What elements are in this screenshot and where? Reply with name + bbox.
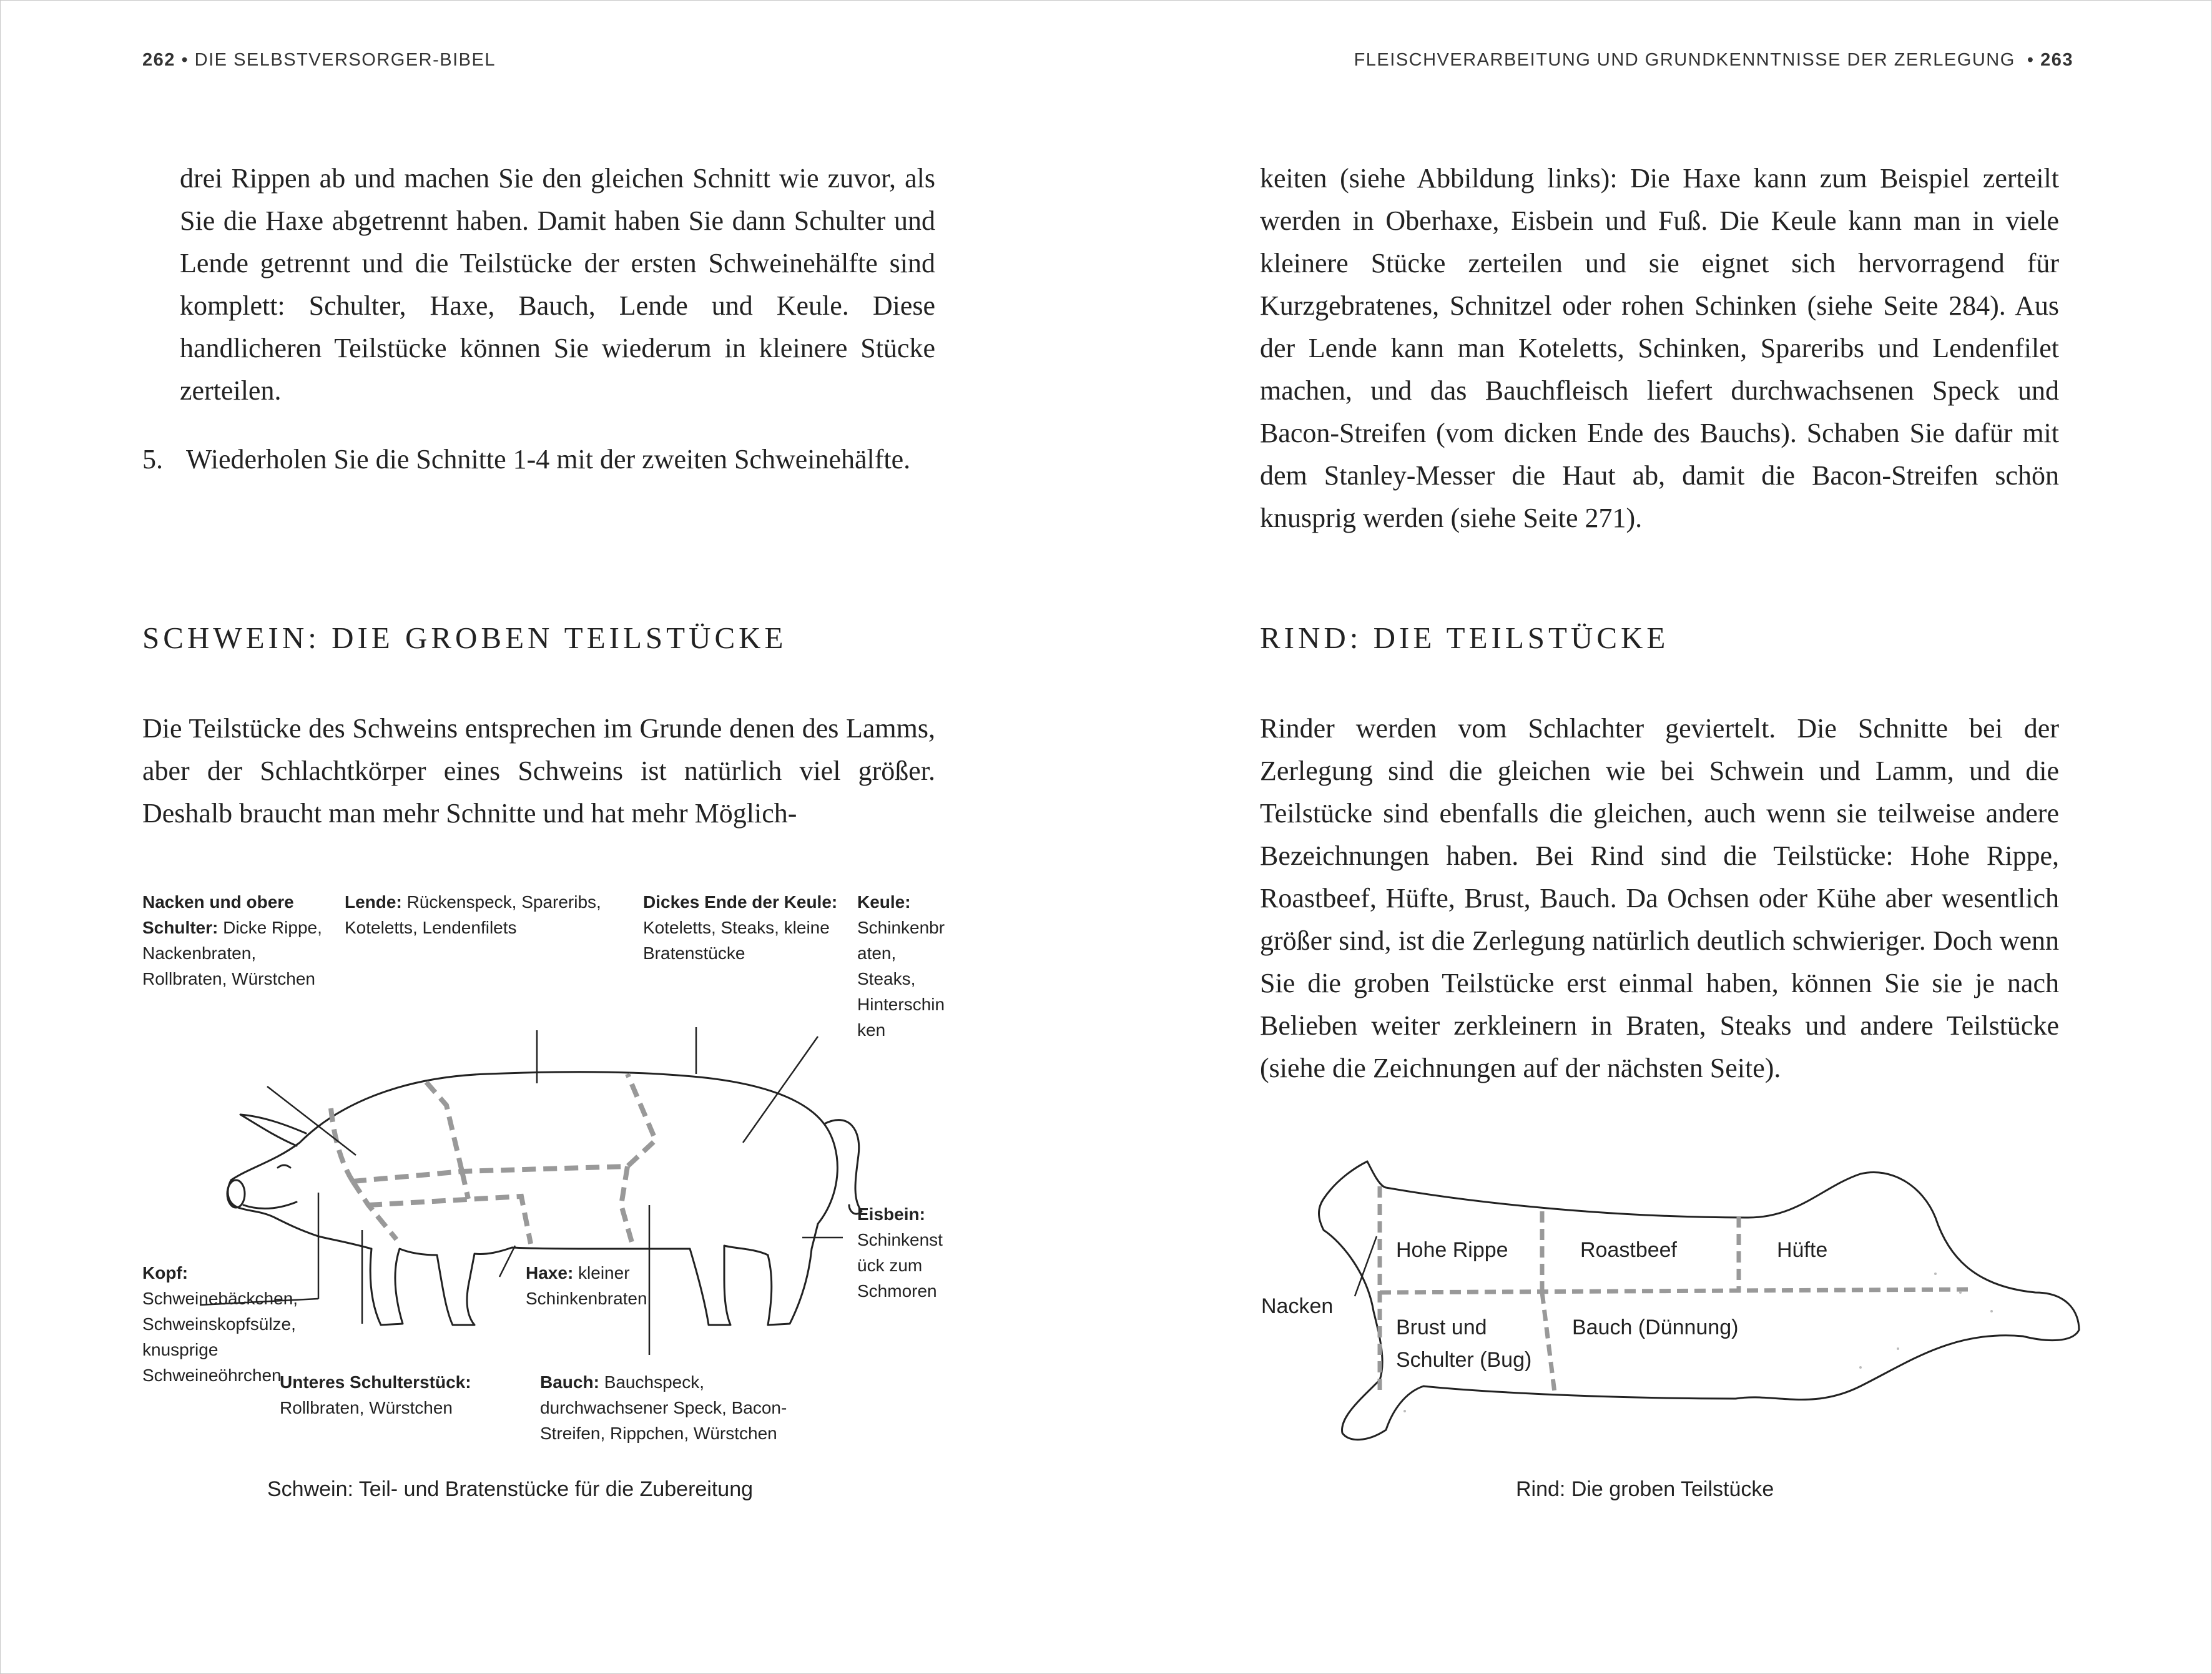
label-keule-title: Keule:	[857, 892, 911, 912]
label-kopf-title: Kopf:	[142, 1263, 189, 1283]
right-intro-paragraph	[1260, 707, 2059, 1090]
left-continuation-paragraph	[180, 157, 935, 412]
label-bauch-text: Bauchspeck, durchwachsener Speck, Bacon-Streifen, Rippchen, Würstchen	[540, 1372, 787, 1443]
label-keule-text: Schinkenbraten, Steaks, Hinterschinken	[857, 918, 945, 1040]
right-header-title: FLEISCHVERARBEITUNG UND GRUNDKENNTNISSE DER ZERLEGUNG	[1354, 50, 2015, 70]
right-page-number: 263	[2040, 50, 2073, 70]
label-haxe-title: Haxe:	[526, 1263, 574, 1283]
right-continuation-text: keiten (siehe Abbildung links): Die Haxe kann zum Beispiel zerteilt werden in Oberhaxe, Eisbein und Fuß. Die Keule kann man in viele kleinere Stücke zerteilen und sie eignet sich hervorragend für Kurzgebratenes, Schnitzel oder rohen Schinken (siehe Seite 284). Aus der Lende kann man Koteletts, Schinken, Spareribs und Lendenfilet machen, und das Bauchfleisch liefert durchwachsenen Speck und Bacon-Streifen (vom dicken Ende des Bauchs). Schaben Sie dafür mit dem Stanley-Messer die Haut ab, damit die Bacon-Streifen schön knusprig werden (siehe Seite 271).	[1260, 163, 2059, 533]
beef-label-hohe-rippe: Hohe Rippe	[1396, 1238, 1508, 1262]
section-heading-schwein: SCHWEIN: DIE GROBEN TEILSTÜCKE	[142, 621, 787, 655]
left-continuation-text: drei Rippen ab und machen Sie den gleichen Schnitt wie zuvor, als Sie die Haxe abgetrennt haben. Damit haben Sie dann Schulter und Lende getrennt und die Teilstücke der ersten Schweinehälfte sind komplett: Schulter, Haxe, Bauch, Lende und Keule. Diese handlicheren Teilstücke können Sie wiederum in kleinere Stücke zerteilen.	[180, 163, 935, 406]
label-dickes-title: Dickes Ende der Keule:	[643, 892, 838, 912]
beef-label-nacken: Nacken	[1261, 1294, 1334, 1318]
label-haxe	[526, 1260, 663, 1311]
beef-label-roastbeef: Roastbeef	[1580, 1238, 1677, 1262]
beef-label-brust-schulter	[1396, 1311, 1531, 1376]
label-kopf-text: Schweinebäckchen, Schweinskopfsülze, knusprige Schweineöhrchen	[142, 1289, 298, 1385]
label-dickes-ende	[643, 889, 849, 966]
beef-label-huefte: Hüfte	[1777, 1238, 1828, 1262]
list-item-step-5	[142, 438, 935, 526]
label-eisbein-title: Eisbein:	[857, 1204, 925, 1224]
label-nacken-title: Nacken und obere Schulter:	[142, 892, 294, 937]
label-haxe-text: kleiner Schinkenbraten	[526, 1263, 647, 1308]
label-lende	[345, 889, 607, 940]
label-lende-title: Lende:	[345, 892, 402, 912]
label-unteres-text: Rollbraten, Würstchen	[280, 1398, 453, 1417]
section-heading-rind: RIND: DIE TEILSTÜCKE	[1260, 621, 1669, 655]
right-continuation-paragraph	[1260, 157, 2059, 539]
label-bauch	[540, 1369, 833, 1446]
beef-label-bauch: Bauch (Dünnung)	[1572, 1316, 1739, 1339]
left-header-title: DIE SELBSTVERSORGER-BIBEL	[194, 50, 496, 70]
label-lende-text: Rückenspeck, Spareribs, Koteletts, Lendenfilets	[345, 892, 601, 937]
beef-label-brust-line1: Brust und	[1396, 1316, 1487, 1339]
label-bauch-title: Bauch:	[540, 1372, 599, 1392]
step-text: Wiederholen Sie die Schnitte 1-4 mit der zweiten Schweinehälfte.	[186, 444, 911, 475]
left-page-number: 262	[142, 50, 175, 70]
left-intro-paragraph	[142, 707, 935, 835]
label-keule	[857, 889, 951, 1043]
label-dickes-text: Koteletts, Steaks, kleine Bratenstücke	[643, 918, 830, 963]
left-running-header	[142, 50, 496, 71]
beef-label-brust-line2: Schulter (Bug)	[1396, 1348, 1532, 1372]
label-unteres-schulterstueck	[280, 1369, 504, 1420]
label-unteres-title: Unteres Schulterstück:	[280, 1372, 471, 1392]
beef-figure-caption: Rind: Die groben Teilstücke	[1516, 1477, 1774, 1501]
right-running-header	[1354, 50, 2073, 71]
label-eisbein-text: Schinkenstück zum Schmoren	[857, 1230, 943, 1301]
beef-illustration	[1299, 1149, 2092, 1449]
step-number: 5.	[142, 444, 163, 475]
label-nacken-text: Dicke Rippe, Nackenbraten, Rollbraten, Würstchen	[142, 918, 322, 988]
label-nacken	[142, 889, 330, 992]
header-bullet: •	[2027, 50, 2035, 70]
label-eisbein	[857, 1201, 951, 1304]
header-bullet: •	[181, 50, 189, 70]
left-intro-text: Die Teilstücke des Schweins entsprechen im Grunde denen des Lamms, aber der Schlachtkörper eines Schweins ist natürlich viel größer. Deshalb braucht man mehr Schnitte und hat mehr Möglich-	[142, 713, 935, 829]
right-intro-text: Rinder werden vom Schlachter geviertelt. Die Schnitte bei der Zerlegung sind die gleichen wie bei Schwein und Lamm, und die Teilstücke sind ebenfalls die gleichen, auch wenn sie teilweise andere Bezeichnungen haben. Bei Rind sind die Teilstücke: Hohe Rippe, Roastbeef, Hüfte, Brust, Bauch. Da Ochsen oder Kühe aber wesentlich größer sind, ist die Zerlegung natürlich deutlich schwieriger. Doch wenn Sie die groben Teilstücke erst einmal haben, können Sie sie je nach Belieben weiter zerkleinern in Braten, Steaks und andere Teilstücke (siehe die Zeichnungen auf der nächsten Seite).	[1260, 713, 2059, 1083]
pig-figure-caption: Schwein: Teil- und Bratenstücke für die Zubereitung	[267, 1477, 754, 1501]
